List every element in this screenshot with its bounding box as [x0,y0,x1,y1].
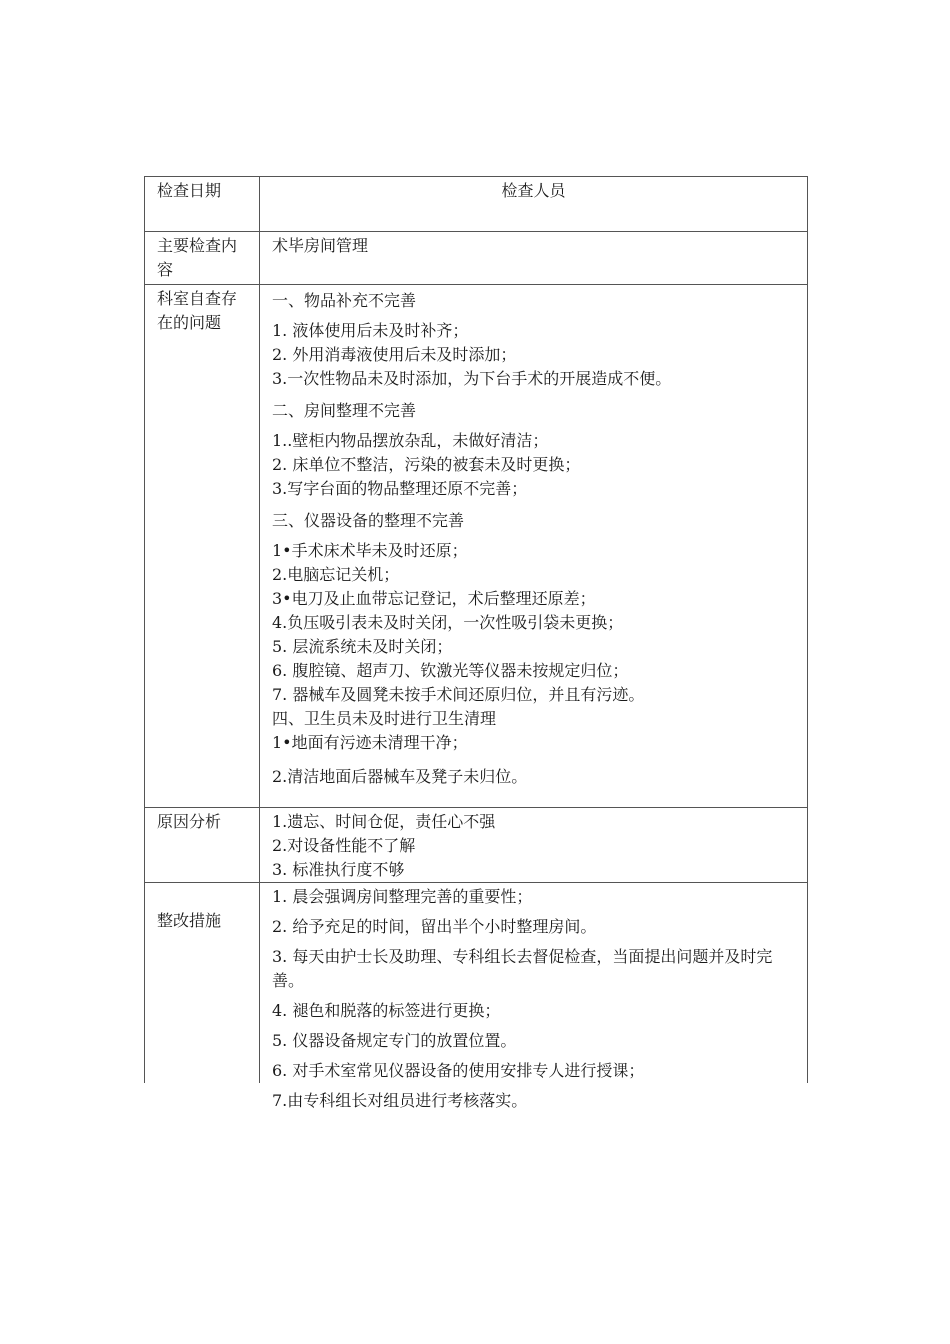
corrective-measures-row [145,883,808,1084]
corrective-measures-label-text: 整改措施 [157,911,222,930]
issue-line: 6. 腹腔镜、超声刀、钦激光等仪器未按规定归位； [272,661,629,680]
issue-heading-2: 二、房间整理不完善 [272,401,417,420]
inspector-label-text: 检查人员 [501,181,566,200]
cause-analysis-label-text: 原因分析 [157,812,222,831]
cause-analysis-content [260,808,808,883]
measure-line: 3. 每天由护士长及助理、专科组长去督促检查，当面提出问题并及时完善。 [272,947,773,990]
issue-line: 2. 外用消毒液使用后未及时添加； [272,345,517,364]
issue-line: 3•电刀及止血带忘记登记，术后整理还原差； [272,589,596,608]
self-check-issues-label-text: 科室自查存在的问题 [157,289,238,332]
measure-line: 6. 对手术室常见仪器设备的使用安排专人进行授课； [272,1061,645,1080]
main-content-value-text: 术毕房间管理 [272,236,369,255]
main-content-label-text: 主要检查内容 [157,236,238,279]
issue-heading-4: 四、卫生员未及时进行卫生清理 [272,709,497,728]
cause-line: 3. 标准执行度不够 [272,860,405,879]
cause-line: 2.对设备性能不了解 [272,836,416,855]
measure-line: 1. 晨会强调房间整理完善的重要性； [272,887,533,906]
corrective-measures-content [260,883,808,1110]
inspection-date-label [145,177,260,232]
issue-line: 1•手术床术毕未及时还原； [272,541,468,560]
inspector-label [260,177,808,232]
measure-line: 7.由专科组长对组员进行考核落实。 [272,1091,528,1110]
cause-analysis-row [145,808,808,883]
issue-line: 7. 器械车及圆凳未按手术间还原归位，并且有污迹。 [272,685,645,704]
inspection-date-row [145,177,808,232]
cause-analysis-label [145,808,260,883]
issue-line: 4.负压吸引表未及时关闭，一次性吸引袋未更换； [272,613,624,632]
measure-line: 5. 仪器设备规定专门的放置位置。 [272,1031,517,1050]
issue-line: 1..壁柜内物品摆放杂乱，未做好清洁； [272,431,549,450]
issue-heading-1: 一、物品补充不完善 [272,291,417,310]
main-content-label [145,232,260,285]
issue-line: 2.电脑忘记关机； [272,565,400,584]
inspection-date-label-text: 检查日期 [157,181,222,200]
issue-line: 1•地面有污迹未清理干净； [272,733,468,752]
corrective-measures-label [145,883,260,1084]
issue-line: 2.清洁地面后器械车及凳子未归位。 [272,767,528,786]
measure-line: 2. 给予充足的时间，留出半个小时整理房间。 [272,917,597,936]
issue-line: 3.一次性物品未及时添加，为下台手术的开展造成不便。 [272,369,672,388]
issue-line: 5. 层流系统未及时关闭； [272,637,453,656]
issue-line: 2. 床单位不整洁，污染的被套未及时更换； [272,455,581,474]
main-content-value [260,232,808,285]
measure-line: 4. 褪色和脱落的标签进行更换； [272,1001,501,1020]
main-content-row [145,232,808,285]
self-check-issues-content [260,285,808,808]
inspection-table [144,176,808,1110]
self-check-issues-row [145,285,808,808]
issue-heading-3: 三、仪器设备的整理不完善 [272,511,465,530]
issue-line: 3.写字台面的物品整理还原不完善； [272,479,528,498]
self-check-issues-label [145,285,260,808]
issue-line: 1. 液体使用后未及时补齐； [272,321,469,340]
cause-line: 1.遗忘、时间仓促，责任心不强 [272,812,496,831]
